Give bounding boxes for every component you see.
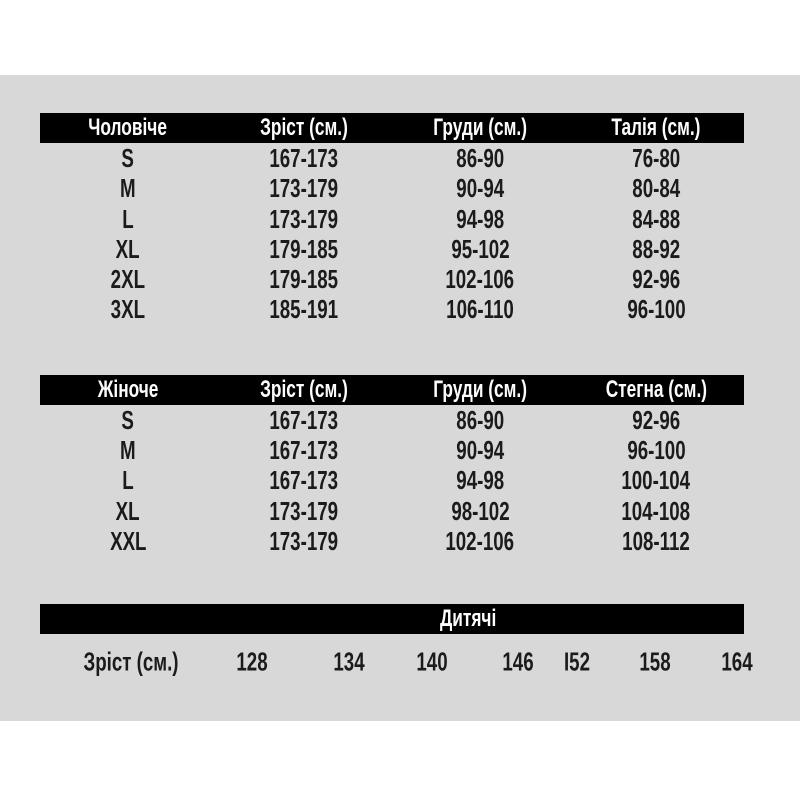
table-row	[40, 526, 744, 556]
table-row	[40, 143, 744, 173]
height-range: 179-185	[269, 264, 339, 295]
mens-table-title: Чоловіче	[88, 114, 168, 141]
table-row	[40, 294, 744, 324]
height-range: 167-173	[269, 404, 339, 435]
chest-range: 86-90	[456, 143, 504, 173]
table-row	[40, 496, 744, 526]
kids-height-value: 140	[416, 646, 448, 677]
size-label: L	[122, 465, 134, 496]
kids-row-label: Зріст (см.)	[83, 646, 179, 677]
kids-height-value: 158	[639, 646, 671, 677]
height-range: 173-179	[269, 203, 339, 234]
hips-range: 96-100	[626, 435, 686, 466]
height-range: 173-179	[269, 525, 339, 556]
kids-height-value: I52	[563, 646, 591, 677]
kids-height-row	[40, 634, 778, 690]
kids-height-value: 164	[721, 646, 753, 677]
kids-table-title: Дитячі	[439, 605, 497, 633]
table-row	[40, 264, 744, 294]
column-header-height: Зріст (см.)	[260, 114, 348, 141]
kids-height-value: 134	[333, 646, 365, 677]
womens-table-title: Жіноче	[97, 375, 159, 403]
hips-range: 100-104	[621, 465, 691, 496]
waist-range: 80-84	[632, 173, 680, 204]
mens-table-header-bar	[40, 113, 744, 143]
chest-range: 86-90	[456, 404, 504, 435]
size-label: S	[121, 143, 135, 173]
hips-range: 92-96	[632, 404, 680, 435]
chest-range: 106-110	[446, 294, 514, 325]
chest-range: 94-98	[456, 203, 504, 234]
height-range: 167-173	[269, 143, 339, 173]
column-header-chest: Груди (см.)	[433, 114, 527, 141]
waist-range: 96-100	[626, 294, 686, 325]
column-header-chest: Груди (см.)	[433, 375, 527, 403]
table-row	[40, 204, 744, 234]
hips-range: 104-108	[621, 495, 691, 526]
kids-height-value: 128	[236, 646, 268, 677]
chest-range: 102-106	[445, 264, 515, 295]
column-header-height: Зріст (см.)	[260, 375, 348, 403]
hips-range: 108-112	[622, 525, 690, 556]
kids-height-value: 146	[502, 646, 534, 677]
chest-range: 90-94	[456, 173, 504, 204]
size-label: M	[120, 173, 136, 204]
size-label: 2XL	[110, 264, 146, 295]
womens-size-table	[40, 375, 744, 556]
size-label: L	[122, 203, 134, 234]
kids-table-header-bar	[40, 604, 744, 634]
chest-range: 90-94	[456, 435, 504, 466]
header-spacer	[40, 604, 192, 634]
waist-range: 76-80	[632, 143, 680, 173]
size-label: XXL	[109, 525, 147, 556]
height-range: 167-173	[269, 435, 339, 466]
chest-range: 102-106	[445, 525, 515, 556]
waist-range: 88-92	[632, 233, 680, 264]
chest-range: 94-98	[456, 465, 504, 496]
chest-range: 98-102	[450, 495, 510, 526]
size-label: S	[121, 404, 135, 435]
table-row	[40, 405, 744, 435]
size-chart-panel	[0, 75, 800, 721]
column-header-hips: Стегна (см.)	[605, 375, 707, 403]
size-label: XL	[116, 233, 140, 264]
height-range: 167-173	[269, 465, 339, 496]
size-label: XL	[116, 495, 140, 526]
height-range: 173-179	[269, 495, 339, 526]
waist-range: 84-88	[632, 203, 680, 234]
womens-table-header-bar	[40, 375, 744, 405]
mens-size-table	[40, 113, 744, 325]
height-range: 185-191	[269, 294, 339, 325]
column-header-waist: Талія (см.)	[611, 114, 701, 141]
chest-range: 95-102	[450, 233, 510, 264]
height-range: 179-185	[269, 233, 339, 264]
table-row	[40, 234, 744, 264]
waist-range: 92-96	[632, 264, 680, 295]
kids-size-table	[0, 604, 800, 690]
table-row	[40, 435, 744, 465]
size-label: M	[120, 435, 136, 466]
size-label: 3XL	[110, 294, 146, 325]
height-range: 173-179	[269, 173, 339, 204]
table-row	[40, 173, 744, 203]
table-row	[40, 465, 744, 495]
